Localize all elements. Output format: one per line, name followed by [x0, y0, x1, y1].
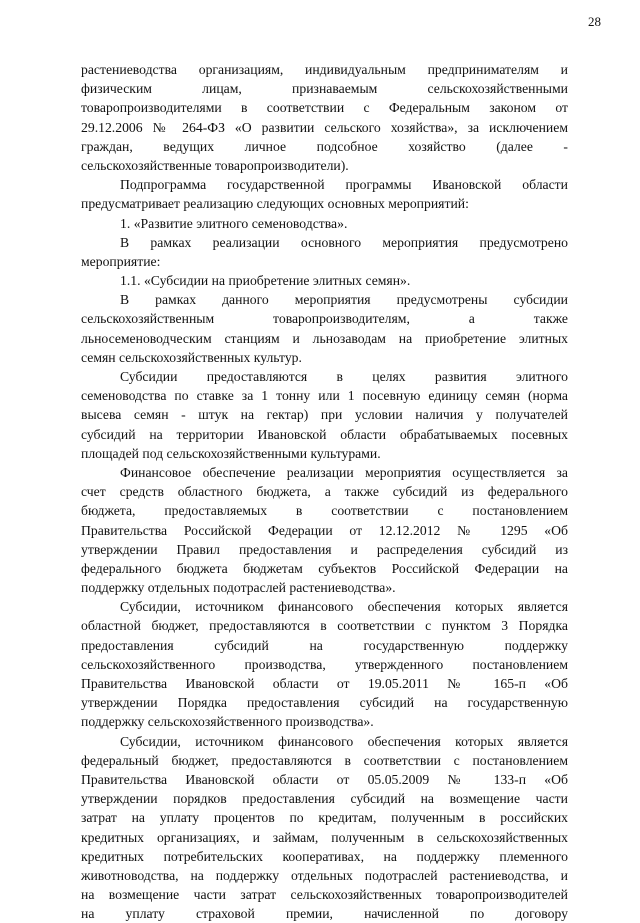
text-line: мероприятие:	[81, 253, 161, 269]
text-line: граждан, ведущих личное подсобное хозяйство (далее -	[81, 138, 568, 154]
text-line: Подпрограмма государственной программы Ивановской области	[120, 177, 568, 193]
text-line: Субсидии предоставляются в целях развития элитного	[120, 369, 568, 384]
text-line: животноводства, на поддержку отдельных подотраслей растениеводства, и	[81, 867, 568, 883]
text-line: В рамках данного мероприятия предусмотрены субсидии	[120, 292, 568, 308]
page-number: 28	[588, 14, 601, 29]
text-line: предоставления субсидий на государственную поддержку	[81, 637, 568, 653]
text-line: на уплату страховой премии, начисленной по договору	[81, 906, 568, 922]
text-line: утверждении Правил предоставления и распределения субсидий из	[81, 541, 568, 557]
text-line: Правительства Ивановской области от 05.05.2009 № 133-п «Об	[81, 771, 568, 787]
text-line: сельскохозяйственные товаропроизводители).	[81, 157, 349, 173]
text-line: субсидий на территории Ивановской области обрабатываемых посевных	[81, 426, 568, 442]
text-line: кредитных организациях, и займам, полученным в сельскохозяйственных	[81, 829, 568, 845]
text-line: бюджета, предоставляемых в соответствии с постановлением	[81, 503, 568, 519]
text-line: растениеводства организациям, индивидуальным предпринимателям и	[81, 62, 568, 77]
text-line: 29.12.2006 № 264-ФЗ «О развитии сельского хозяйства», за исключением	[81, 119, 568, 135]
text-line: федерального бюджета бюджетам субъектов Российской Федерации на	[81, 560, 568, 576]
text-line: льносеменоводческим станциям и льнозаводам на приобретение элитных	[81, 330, 568, 346]
text-line: счет средств областного бюджета, а также субсидий из федерального	[81, 484, 568, 500]
text-line: предусматривает реализацию следующих основных мероприятий:	[81, 196, 469, 212]
text-line: утверждении Порядка предоставления субсидий на государственную	[81, 695, 568, 711]
text-line: сельскохозяйственным товаропроизводителям, а также	[81, 311, 568, 327]
text-line: утверждении порядков предоставления субсидий на возмещение части	[81, 791, 568, 807]
text-line: семян сельскохозяйственных культур.	[81, 349, 302, 365]
text-line: 1.1. «Субсидии на приобретение элитных семян».	[120, 273, 411, 289]
text-line: высева семян - штук на гектар) при условии наличия у получателей	[81, 407, 568, 423]
text-line: кредитных потребительских кооперативах, на поддержку племенного	[81, 848, 568, 864]
document-body	[81, 60, 568, 923]
text-line: на возмещение части затрат сельскохозяйственных товаропроизводителей	[81, 887, 568, 903]
text-line: затрат на уплату процентов по кредитам, полученным в российских	[81, 810, 568, 826]
text-line: Финансовое обеспечение реализации мероприятия осуществляется за	[120, 464, 568, 480]
text-line: 1. «Развитие элитного семеноводства».	[120, 215, 348, 231]
text-line: площадей под сельскохозяйственными культурами.	[81, 445, 381, 461]
text-line: товаропроизводителями в соответствии с Федеральным законом от	[81, 100, 568, 116]
text-line: сельскохозяйственного производства, утвержденного постановлением	[81, 656, 568, 672]
text-line: В рамках реализации основного мероприятия предусмотрено	[120, 234, 568, 250]
text-line: поддержку сельскохозяйственного производства».	[81, 714, 374, 730]
text-line: федеральный бюджет, предоставляются в соответствии с постановлением	[81, 752, 568, 768]
text-line: семеноводства по ставке за 1 тонну или 1 посевную единицу семян (норма	[81, 388, 568, 404]
text-line: Правительства Российской Федерации от 12.12.2012 № 1295 «Об	[81, 522, 568, 538]
text-line: поддержку отдельных подотраслей растениеводства».	[81, 580, 396, 596]
text-line: Субсидии, источником финансового обеспечения которых является	[120, 733, 568, 749]
text-line: Правительства Ивановской области от 19.05.2011 № 165-п «Об	[81, 676, 568, 691]
text-line: Субсидии, источником финансового обеспечения которых является	[120, 599, 568, 615]
text-line: физическим лицам, признаваемым сельскохозяйственными	[81, 81, 568, 97]
text-line: областной бюджет, предоставляются в соответствии с пунктом 3 Порядка	[81, 618, 568, 634]
